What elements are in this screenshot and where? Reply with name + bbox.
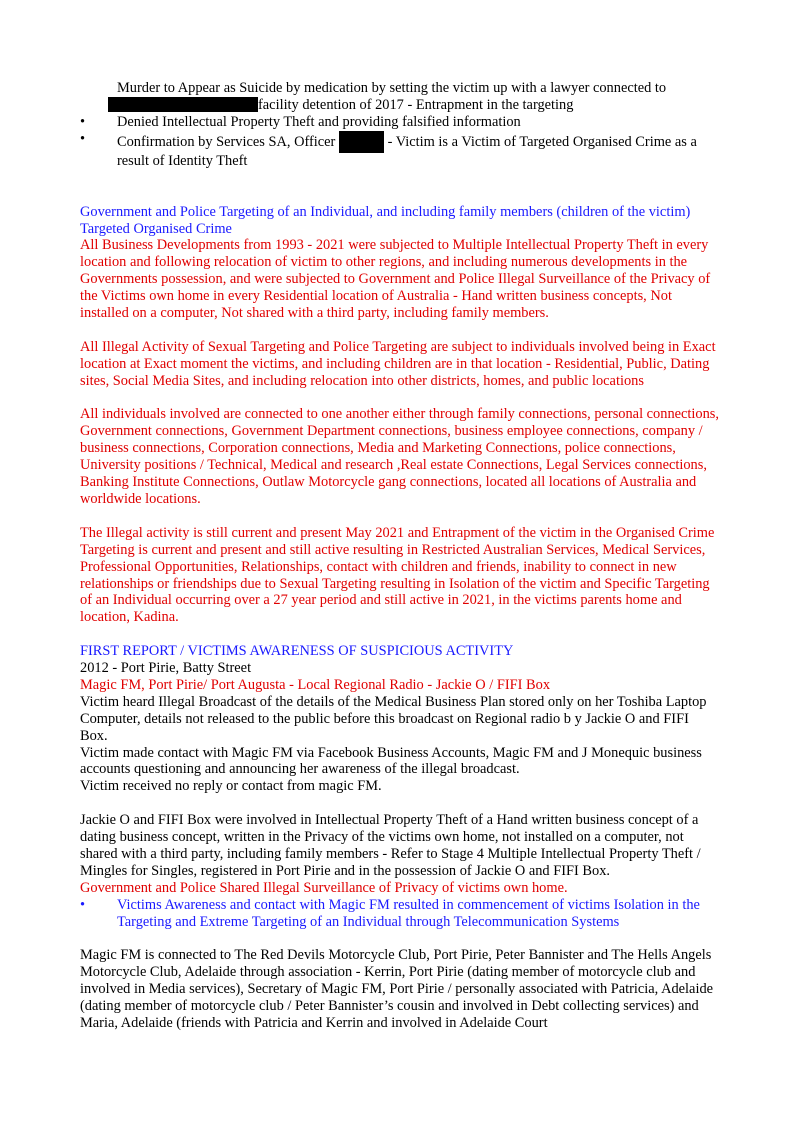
paragraph: All individuals involved are connected to one another either through family connections, personal connections, Government connections, Government Department connections, business employee connections, company / business connections, Corporation connections, Media and Marketing Connections, police connections, University positions / Technical, Medical and research ,Real estate Connections, Legal Services connections, Banking Institute Connections, Outlaw Motorcycle gang connections, located all locations of Australia and worldwide locations. — [80, 406, 719, 507]
intro-bullet-1: • Denied Intellectual Property Theft and providing falsified information — [80, 114, 720, 131]
report-location: 2012 - Port Pirie, Batty Street — [80, 660, 252, 677]
paragraph: Magic FM is connected to The Red Devils Motorcycle Club, Port Pirie, Peter Bannister and The Hells Angels Motorcycle Club, Adelaide through association - Kerrin, Port Pirie (dating member of motorcycle club and involved in Media services), Secretary of Magic FM, Port Pirie / personally associated with Patricia, Adelaide (dating member of motorcycle club / Peter Bannister’s cousin and involved in Debt collecting services) and Maria, Adelaide (friends with Patricia and Kerrin and involved in Adelaide Court — [80, 947, 714, 1032]
paragraph: The Illegal activity is still current and present May 2021 and Entrapment of the victim in the Organised Crime Targeting is current and present and still active resulting in Restricted Australian Services, Medical Services, Professional Opportunities, Relationships, contact with children and friends, inability to connect in new relationships or friendships due to Sexual Targeting resulting in Isolation of the victim and Specific Targeting of an Individual occurring over a 27 year period and still active in 2021, in the victims parents home and location, Kadina. — [80, 524, 715, 626]
intro-line-2 — [80, 97, 720, 114]
intro-bullet-2-text: Confirmation by Services SA, Officer — [117, 133, 336, 150]
section-targeting — [80, 204, 720, 627]
intro-bullet-2-tail: - Victim is a Victim of Targeted Organised Crime as a result of Identity Theft — [117, 133, 697, 169]
intro-bullet-2 — [80, 131, 720, 170]
intro-line-2-text: facility detention of 2017 - Entrapment in the targeting — [258, 96, 574, 113]
redaction-bar — [108, 97, 258, 112]
section-first-report — [80, 643, 720, 1032]
bullet-item: • Victims Awareness and contact with Magic FM resulted in commencement of victims Isolation in the Targeting and Extreme Targeting of an Individual through Telecommunication Systems — [80, 897, 720, 931]
document-page — [80, 80, 720, 1032]
highlight-line: Government and Police Shared Illegal Surveillance of Privacy of victims own home. — [80, 879, 568, 896]
redaction-bar — [339, 131, 384, 153]
section-heading: FIRST REPORT / VICTIMS AWARENESS OF SUSPICIOUS ACTIVITY — [80, 643, 514, 660]
intro-block — [80, 80, 720, 170]
report-subheading: Magic FM, Port Pirie/ Port Augusta - Local Regional Radio - Jackie O / FIFI Box — [80, 676, 551, 693]
paragraph: Jackie O and FIFI Box were involved in Intellectual Property Theft of a Hand written business concept of a dating business concept, written in the Privacy of the victims own home, not installed on a computer, not shared with a third party, including family members - Refer to Stage 4 Multiple Intellectual Property Theft / Mingles for Singles, registered in Port Pirie and in the possession of Jackie O and FIFI Box. — [80, 812, 701, 879]
intro-line-1: Murder to Appear as Suicide by medication by setting the victim up with a lawyer connected to — [117, 80, 667, 96]
paragraph: Victim made contact with Magic FM via Facebook Business Accounts, Magic FM and J Monequic business accounts questioning and announcing her awareness of the illegal broadcast. — [80, 744, 702, 778]
section-subheading: Targeted Organised Crime — [80, 220, 232, 237]
section-heading: Government and Police Targeting of an Individual, and including family members (children of the victim) — [80, 203, 691, 220]
paragraph: Victim heard Illegal Broadcast of the details of the Medical Business Plan stored only on her Toshiba Laptop Computer, details not released to the public before this broadcast on Regional radio b y Jackie O and FIFI Box. — [80, 693, 707, 744]
paragraph: Victim received no reply or contact from magic FM. — [80, 778, 382, 795]
paragraph: All Business Developments from 1993 - 2021 were subjected to Multiple Intellectual Property Theft in every location and following relocation of victim to other regions, and including numerous developments in the Governments possession, and were subjected to Government and Police Illegal Surveillance of the Privacy of the Victims own home in every Residential location of Australia - Hand written business concepts, Not installed on a computer, Not shared with a third party, including family members. — [80, 237, 711, 322]
paragraph: All Illegal Activity of Sexual Targeting and Police Targeting are subject to individuals involved being in Exact location at Exact moment the victims, and including children are in that location - Residential, Public, Dating sites, Social Media Sites, and including relocation into other districts, homes, and public locations — [80, 338, 716, 389]
